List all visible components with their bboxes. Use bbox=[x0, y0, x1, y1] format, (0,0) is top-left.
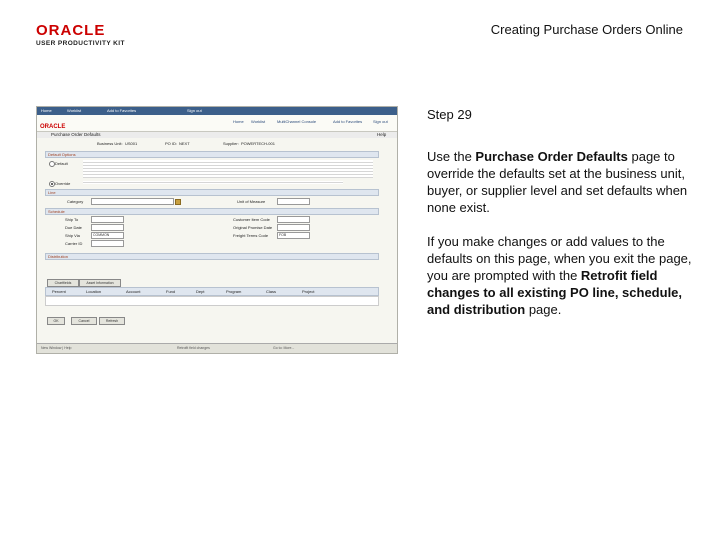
carrier-label: Carrier ID bbox=[65, 241, 83, 246]
emphasis-po-defaults: Purchase Order Defaults bbox=[475, 149, 628, 164]
grid-col-program: Program bbox=[226, 289, 242, 294]
uom-label: Unit of Measure bbox=[237, 199, 266, 204]
instruction-paragraph-2: If you make changes or add values to the defaults on this page, when you exit the page, you are prompted with the Retrofit field changes to all existing PO line, schedule, and distribution page. bbox=[427, 234, 692, 317]
business-unit-value: US001 bbox=[125, 141, 138, 146]
uom-input[interactable] bbox=[277, 198, 310, 205]
customer-item-label: Customer Item Code bbox=[233, 217, 270, 222]
category-lookup-icon[interactable] bbox=[175, 199, 181, 205]
supplier-value: POWERTECH-001 bbox=[241, 141, 275, 146]
logo-subtitle: USER PRODUCTIVITY KIT bbox=[36, 40, 125, 47]
top-nav-bar bbox=[37, 107, 397, 115]
radio-default-label: Default bbox=[55, 161, 68, 166]
nav-tab-signout[interactable]: Sign out bbox=[187, 108, 202, 113]
link-signout[interactable]: Sign out bbox=[373, 119, 388, 124]
emphasis-retrofit: Retrofit field changes to all existing PO line, schedule, and distribution bbox=[427, 268, 683, 317]
section-schedule: Schedule bbox=[45, 208, 379, 215]
override-description bbox=[83, 181, 343, 184]
cancel-button[interactable]: Cancel bbox=[71, 317, 97, 325]
grid-col-percent: Percent bbox=[52, 289, 66, 294]
status-bar bbox=[37, 343, 397, 353]
category-label: Category bbox=[67, 199, 84, 204]
section-default-options: Default Options bbox=[45, 151, 379, 158]
ok-button[interactable]: OK bbox=[47, 317, 65, 325]
section-distribution: Distribution bbox=[45, 253, 379, 260]
nav-tab-favorites[interactable]: Add to Favorites bbox=[107, 108, 137, 113]
grid-col-project: Project bbox=[302, 289, 315, 294]
nav-tab-home[interactable]: Home bbox=[41, 108, 52, 113]
freight-terms-label: Freight Terms Code bbox=[233, 233, 269, 238]
app-screenshot bbox=[36, 106, 398, 354]
grid-col-location: Location bbox=[86, 289, 102, 294]
default-description bbox=[83, 160, 373, 178]
app-logo: ORACLE bbox=[40, 124, 66, 130]
grid-col-class: Class bbox=[266, 289, 277, 294]
oracle-logo bbox=[36, 23, 136, 47]
ship-to-label: Ship To bbox=[65, 217, 79, 222]
carrier-input[interactable] bbox=[91, 240, 124, 247]
ship-via-input[interactable]: COMMON bbox=[91, 232, 124, 239]
page-title: Creating Purchase Orders Online bbox=[490, 22, 683, 37]
link-multichannel[interactable]: MultiChannel Console bbox=[277, 119, 317, 124]
table-row[interactable] bbox=[45, 296, 379, 306]
link-worklist[interactable]: Worklist bbox=[251, 119, 266, 124]
radio-override-label: Override bbox=[55, 181, 71, 186]
screen-title-bar bbox=[37, 132, 397, 138]
instruction-paragraph-1: Use the Purchase Order Defaults page to override the defaults set at the business unit, buyer, or supplier level and set defaults when none exist. bbox=[427, 149, 688, 215]
screen-title: Purchase Order Defaults bbox=[51, 132, 101, 137]
tab-asset-information[interactable]: Asset Information bbox=[79, 279, 121, 287]
grid-col-account: Account bbox=[126, 289, 141, 294]
ship-to-input[interactable] bbox=[91, 216, 124, 223]
grid-col-dept: Dept bbox=[196, 289, 205, 294]
customer-item-input[interactable] bbox=[277, 216, 310, 223]
po-value: NEXT bbox=[179, 141, 190, 146]
help-link[interactable]: Help bbox=[377, 132, 387, 137]
ship-via-label: Ship Via bbox=[65, 233, 80, 238]
grid-header bbox=[45, 287, 379, 296]
due-date-label: Due Date bbox=[65, 225, 82, 230]
original-promise-label: Original Promise Date bbox=[233, 225, 273, 230]
tab-chartfields[interactable]: Chartfields bbox=[47, 279, 79, 287]
status-mid: Retrofit field changes bbox=[177, 346, 210, 350]
logo-brand: ORACLE bbox=[36, 22, 106, 39]
po-label: PO ID: bbox=[165, 141, 178, 146]
status-left[interactable]: New Window | Help bbox=[41, 346, 72, 350]
supplier-label: Supplier: bbox=[223, 141, 239, 146]
link-home[interactable]: Home bbox=[233, 119, 244, 124]
step-number: Step 29 bbox=[427, 107, 472, 122]
due-date-input[interactable] bbox=[91, 224, 124, 231]
status-right[interactable]: Go to: More... bbox=[273, 346, 295, 350]
original-promise-input[interactable] bbox=[277, 224, 310, 231]
app-header bbox=[37, 115, 397, 132]
freight-terms-input[interactable]: FOB bbox=[277, 232, 310, 239]
grid-col-fund: Fund bbox=[166, 289, 176, 294]
nav-tab-worklist[interactable]: Worklist bbox=[67, 108, 82, 113]
category-input[interactable] bbox=[91, 198, 174, 205]
refresh-button[interactable]: Refresh bbox=[99, 317, 125, 325]
section-line: Line bbox=[45, 189, 379, 196]
link-favorites[interactable]: Add to Favorites bbox=[333, 119, 363, 124]
business-unit-label: Business Unit: bbox=[97, 141, 123, 146]
